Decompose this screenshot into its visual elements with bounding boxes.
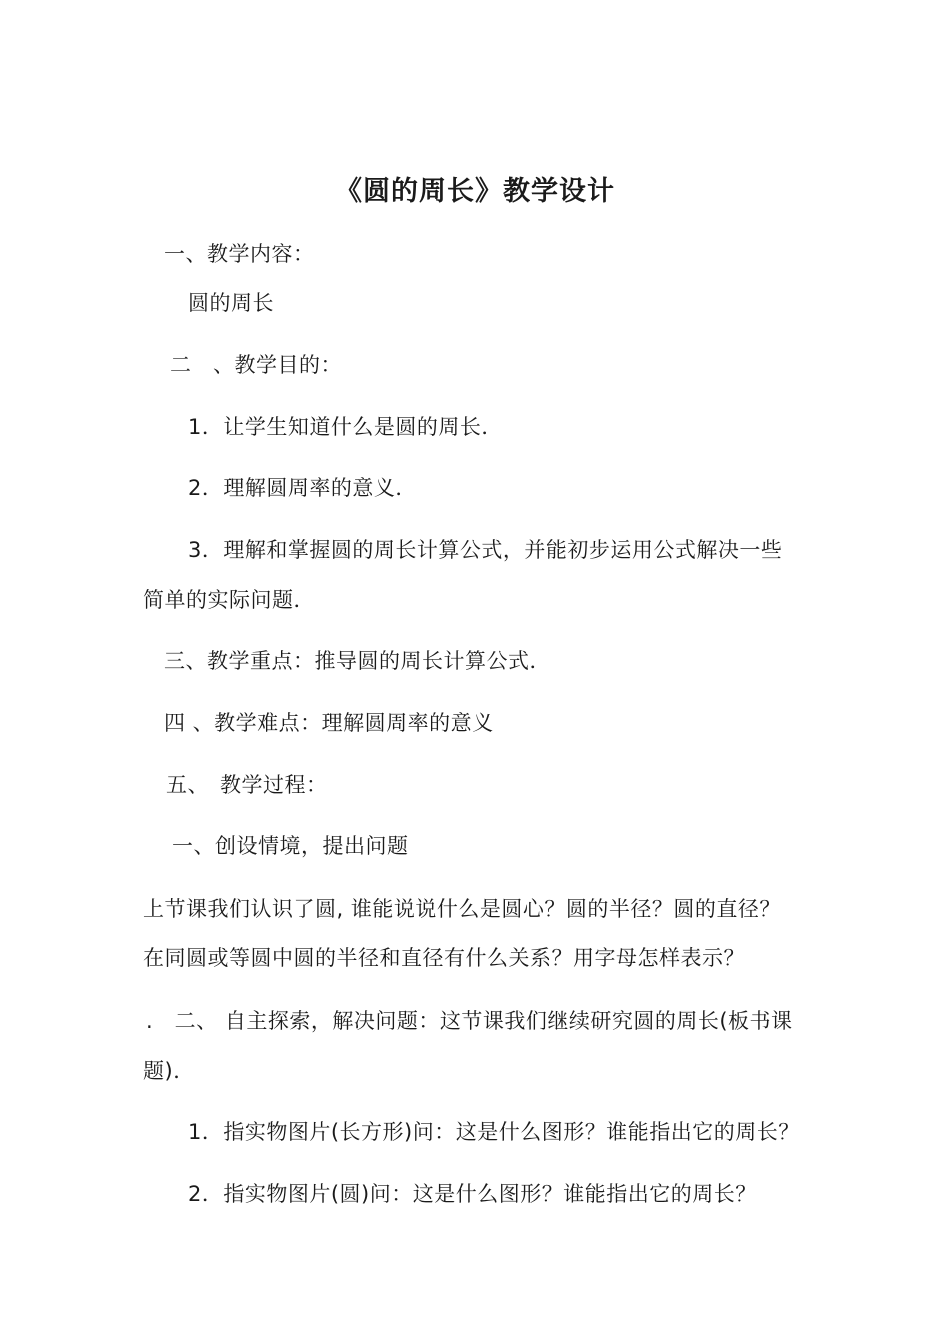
objective-2: 2．理解圆周率的意义．: [188, 476, 417, 500]
section-5-heading: 五、 教学过程：: [166, 773, 328, 797]
section-1-body: 圆的周长: [188, 291, 274, 315]
step-2-line-1: . 二、 自主探索，解决问题：这节课我们继续研究圆的周长(板书课: [146, 1009, 793, 1033]
objective-3-line-2: 简单的实际问题．: [143, 588, 315, 612]
section-2-heading: 二 、教学目的：: [170, 353, 342, 377]
objective-1: 1．让学生知道什么是圆的周长．: [188, 415, 503, 439]
section-3-key-point: 三、教学重点：推导圆的周长计算公式．: [164, 649, 551, 673]
step-1-heading: 一、创设情境，提出问题: [172, 834, 409, 858]
objective-3-line-1: 3．理解和掌握圆的周长计算公式，并能初步运用公式解决一些: [188, 538, 783, 562]
step-2-item-1: 1．指实物图片(长方形)问：这是什么图形？谁能指出它的周长？: [188, 1120, 800, 1144]
step-1-line-1: 上节课我们认识了圆, 谁能说说什么是圆心？圆的半径？圆的直径？: [143, 897, 781, 921]
step-2-line-2: 题)．: [143, 1059, 195, 1083]
section-1-heading: 一、教学内容：: [164, 242, 315, 266]
step-1-line-2: 在同圆或等圆中圆的半径和直径有什么关系？用字母怎样表示？: [143, 946, 745, 970]
section-4-difficulty: 四 、教学难点：理解圆周率的意义: [164, 711, 494, 735]
document-title: 《圆的周长》教学设计: [335, 176, 615, 207]
step-2-item-2: 2．指实物图片(圆)问：这是什么图形？谁能指出它的周长？: [188, 1182, 757, 1206]
